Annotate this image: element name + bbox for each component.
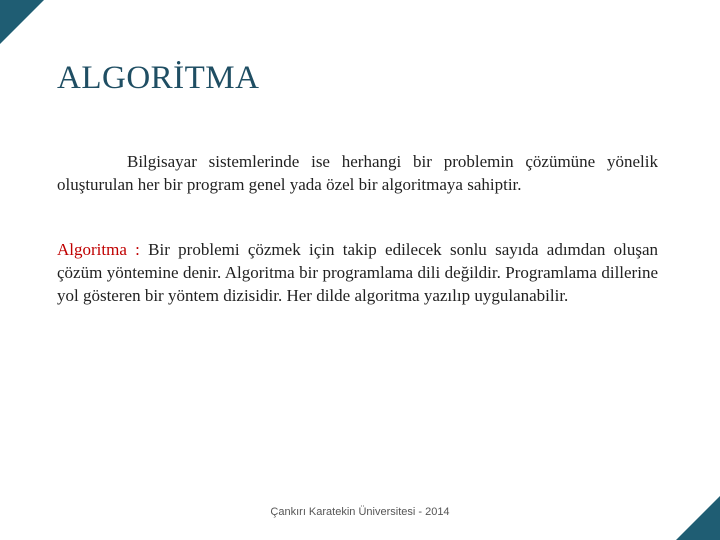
definition-term: Algoritma :	[57, 240, 140, 259]
corner-decoration-top-left	[0, 0, 44, 44]
definition-text: Bir problemi çözmek için takip edilecek sonlu sayıda adımdan oluşan çözüm yöntemine denir. Algoritma bir programlama dili değildir. Programlama dillerine yol gösteren bir yöntem dizisidir. Her dilde algoritma yazılıp uygulanabilir.	[57, 240, 658, 305]
slide-title: ALGORİTMA	[57, 60, 260, 96]
slide-footer: Çankırı Karatekin Üniversitesi - 2014	[270, 506, 450, 518]
corner-decoration-bottom-right	[676, 496, 720, 540]
intro-paragraph: Bilgisayar sistemlerinde ise herhangi bir problemin çözümüne yönelik oluşturulan her bir program genel yada özel bir algoritmaya sahiptir.	[57, 152, 658, 194]
definition-paragraph	[57, 238, 658, 307]
